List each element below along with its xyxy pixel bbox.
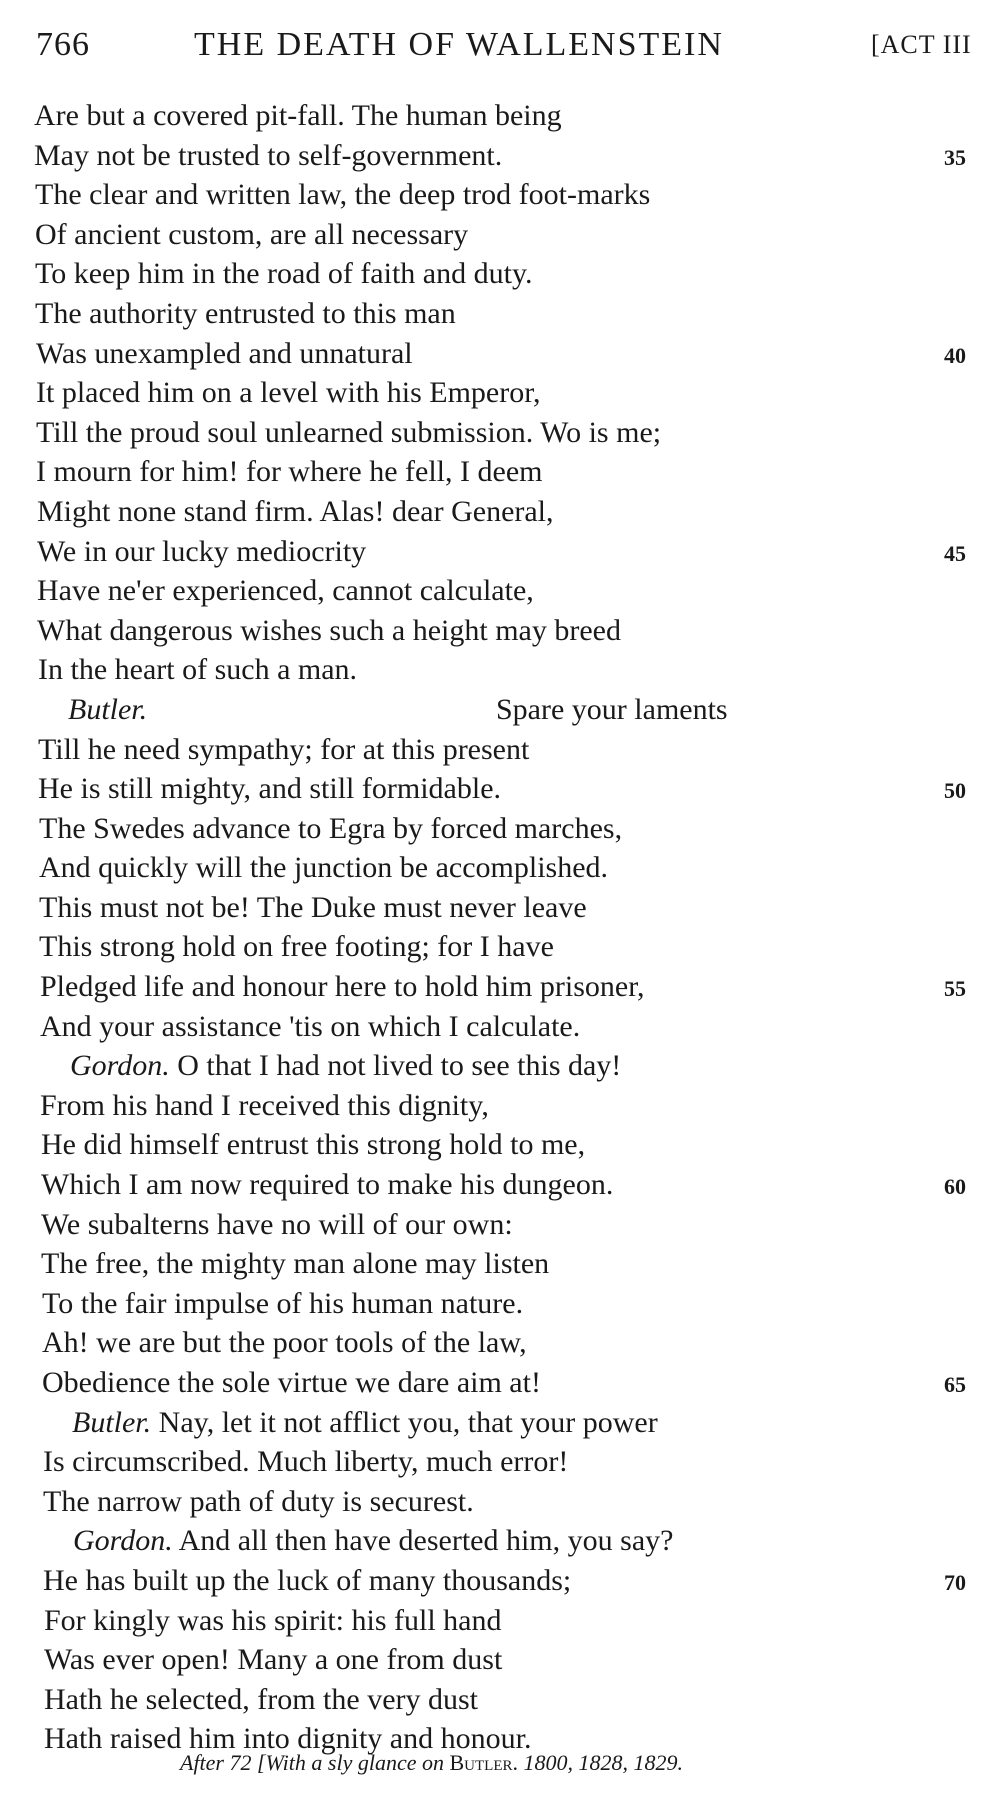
verse-text: To the fair impulse of his human nature. xyxy=(42,1286,524,1320)
verse-line-content xyxy=(35,294,456,334)
verse-line xyxy=(0,215,1000,255)
verse-text: Of ancient custom, are all necessary xyxy=(35,217,469,251)
verse-text: And all then have deserted him, you say? xyxy=(178,1524,674,1558)
verse-line-content xyxy=(40,1007,580,1047)
line-number: 40 xyxy=(944,342,966,368)
verse-line-content xyxy=(38,730,529,770)
verse-text: The Swedes advance to Egra by forced marches, xyxy=(39,811,623,845)
verse-line xyxy=(0,1046,1000,1086)
verse-line-content xyxy=(39,809,622,849)
verse-text: Hath raised him into dignity and honour. xyxy=(44,1722,532,1756)
verse-line xyxy=(0,927,1000,967)
verse-line-content xyxy=(34,96,562,136)
verse-line xyxy=(0,1640,1000,1680)
verse-text: Till he need sympathy; for at this present xyxy=(38,732,530,766)
verse-text: He has built up the luck of many thousands; xyxy=(43,1563,572,1597)
verse-line-content xyxy=(39,888,587,928)
verse-line xyxy=(0,611,1000,651)
verse-line xyxy=(0,1363,1000,1403)
verse-text: Was ever open! Many a one from dust xyxy=(44,1643,503,1677)
verse-text: For kingly was his spirit: his full hand xyxy=(44,1603,502,1637)
verse-text: We in our lucky mediocrity xyxy=(37,534,367,568)
speaker-name: Gordon. xyxy=(73,1524,173,1558)
verse-line-content xyxy=(36,413,661,453)
verse-line-content xyxy=(42,1284,523,1324)
verse-line xyxy=(0,136,1000,176)
verse-line xyxy=(0,1482,1000,1522)
verse-text: He did himself entrust this strong hold to me, xyxy=(41,1128,586,1162)
verse-line xyxy=(0,1403,1000,1443)
verse-line xyxy=(0,1601,1000,1641)
verse-line xyxy=(0,690,1000,730)
verse-line-content xyxy=(41,1125,585,1165)
verse-line-content xyxy=(39,927,554,967)
verse-line xyxy=(0,1205,1000,1245)
footnote-bracket: [With a sly glance on xyxy=(257,1750,444,1775)
verse-line-content xyxy=(43,1561,571,1601)
verse-line xyxy=(0,294,1000,334)
verse-text: Was unexampled and unnatural xyxy=(36,336,413,370)
verse-line-content xyxy=(73,1521,673,1561)
verse-line xyxy=(0,1284,1000,1324)
verse-line-content xyxy=(35,175,650,215)
verse-line-content xyxy=(44,1680,478,1720)
speaker-name: Gordon. xyxy=(70,1049,170,1083)
verse-text: Spare your laments xyxy=(496,692,728,726)
verse-text: To keep him in the road of faith and duty. xyxy=(35,257,533,291)
verse-line xyxy=(0,967,1000,1007)
verse-line xyxy=(0,1244,1000,1284)
verse-line-content xyxy=(72,1403,658,1443)
footnote-years: 1800, 1828, 1829. xyxy=(523,1750,683,1775)
verse-line xyxy=(0,769,1000,809)
verse-line xyxy=(0,1165,1000,1205)
verse-line-content xyxy=(35,254,533,294)
verse-line xyxy=(0,96,1000,136)
verse-text: It placed him on a level with his Emperor, xyxy=(36,376,541,410)
verse-line-content xyxy=(40,1086,489,1126)
verse-text: Might none stand firm. Alas! dear General, xyxy=(37,494,554,528)
verse-text: He is still mighty, and still formidable. xyxy=(38,772,502,806)
verse-text: Hath he selected, from the very dust xyxy=(44,1682,479,1716)
running-header xyxy=(36,22,976,72)
verse-line xyxy=(0,650,1000,690)
verse-line-content xyxy=(35,215,468,255)
verse-line-content xyxy=(36,334,413,374)
verse-text: O that I had not lived to see this day! xyxy=(177,1049,622,1083)
verse-line xyxy=(0,492,1000,532)
line-number: 70 xyxy=(944,1569,966,1595)
verse-line xyxy=(0,848,1000,888)
verse-line xyxy=(0,1007,1000,1047)
verse-line xyxy=(0,1125,1000,1165)
verse-line-content xyxy=(43,1482,474,1522)
verse-line xyxy=(0,1442,1000,1482)
verse-line xyxy=(0,809,1000,849)
page-number: 766 xyxy=(36,26,90,63)
verse-line xyxy=(0,532,1000,572)
act-label: [ACT III xyxy=(871,30,972,59)
verse-text: The free, the mighty man alone may listen xyxy=(41,1247,550,1281)
running-title: THE DEATH OF WALLENSTEIN xyxy=(194,26,724,63)
verse-text: And quickly will the junction be accomplished. xyxy=(39,851,609,885)
verse-line-content xyxy=(41,1205,513,1245)
verse-text: And your assistance 'tis on which I calculate. xyxy=(40,1009,581,1043)
verse-line-content xyxy=(41,1165,613,1205)
line-number: 50 xyxy=(944,778,966,804)
verse-line-content xyxy=(37,532,366,572)
verse-line-content xyxy=(41,1244,549,1284)
verse-text: This must not be! The Duke must never leave xyxy=(39,890,587,924)
speaker-name: Butler. xyxy=(72,1405,152,1439)
verse-line xyxy=(0,1680,1000,1720)
verse-text: The authority entrusted to this man xyxy=(35,296,456,330)
line-number: 60 xyxy=(944,1174,966,1200)
verse-line xyxy=(0,334,1000,374)
verse-line xyxy=(0,413,1000,453)
verse-text: This strong hold on free footing; for I have xyxy=(39,930,554,964)
verse-line-content xyxy=(38,769,501,809)
verse-text: The narrow path of duty is securest. xyxy=(43,1484,474,1518)
verse-text: Have ne'er experienced, cannot calculate, xyxy=(37,574,534,608)
verse-line-content xyxy=(37,492,554,532)
verse-text: The clear and written law, the deep trod foot-marks xyxy=(35,178,651,212)
verse-text: Nay, let it not afflict you, that your power xyxy=(158,1405,658,1439)
line-number: 35 xyxy=(944,144,966,170)
verse-line-content xyxy=(34,136,502,176)
verse-line xyxy=(0,254,1000,294)
verse-line xyxy=(0,175,1000,215)
footnote-lead: After 72 xyxy=(180,1750,252,1775)
verse-line-content xyxy=(70,1046,621,1086)
verse-text: We subalterns have no will of our own: xyxy=(41,1207,513,1241)
verse-line xyxy=(0,373,1000,413)
verse-text: Obedience the sole virtue we dare aim at! xyxy=(42,1366,541,1399)
verse-line xyxy=(0,730,1000,770)
speaker-name: Butler. xyxy=(68,692,148,726)
footnote xyxy=(180,1750,683,1776)
line-number: 65 xyxy=(944,1372,966,1397)
verse-text: What dangerous wishes such a height may breed xyxy=(37,613,621,647)
line-number: 45 xyxy=(944,540,966,566)
verse-line xyxy=(0,1521,1000,1561)
verse-line xyxy=(0,1323,1000,1363)
verse-line-content xyxy=(38,650,357,690)
verse-text: Which I am now required to make his dungeon. xyxy=(41,1168,614,1202)
verse-text: I mourn for him! for where he fell, I deem xyxy=(36,455,543,489)
verse-line xyxy=(0,888,1000,928)
verse-line-content xyxy=(37,611,621,651)
verse-line-content xyxy=(37,571,534,611)
verse-block xyxy=(0,96,1000,1759)
verse-line-content xyxy=(44,1601,502,1641)
verse-text: From his hand I received this dignity, xyxy=(40,1088,489,1122)
verse-text: In the heart of such a man. xyxy=(38,653,358,687)
verse-line-content xyxy=(44,1640,502,1680)
verse-text: May not be trusted to self-government. xyxy=(34,138,503,172)
verse-line-content xyxy=(39,848,608,888)
line-number: 55 xyxy=(944,976,966,1002)
verse-line-content xyxy=(36,452,542,492)
verse-line-content xyxy=(42,1363,541,1403)
verse-text: Is circumscribed. Much liberty, much error! xyxy=(43,1445,569,1479)
verse-text: Till the proud soul unlearned submission. Wo is me; xyxy=(36,415,662,449)
verse-text: Pledged life and honour here to hold him prisoner, xyxy=(40,970,645,1004)
verse-line xyxy=(0,1561,1000,1601)
verse-line-content xyxy=(36,373,541,413)
verse-line xyxy=(0,571,1000,611)
verse-line xyxy=(0,452,1000,492)
verse-line xyxy=(0,1086,1000,1126)
verse-line-content xyxy=(43,1442,568,1482)
footnote-name: Butler. xyxy=(449,1750,518,1775)
verse-text: Are but a covered pit-fall. The human being xyxy=(34,99,562,132)
verse-text: Ah! we are but the poor tools of the law, xyxy=(42,1326,527,1360)
verse-line-content xyxy=(42,1323,527,1363)
verse-line-content xyxy=(40,967,645,1007)
